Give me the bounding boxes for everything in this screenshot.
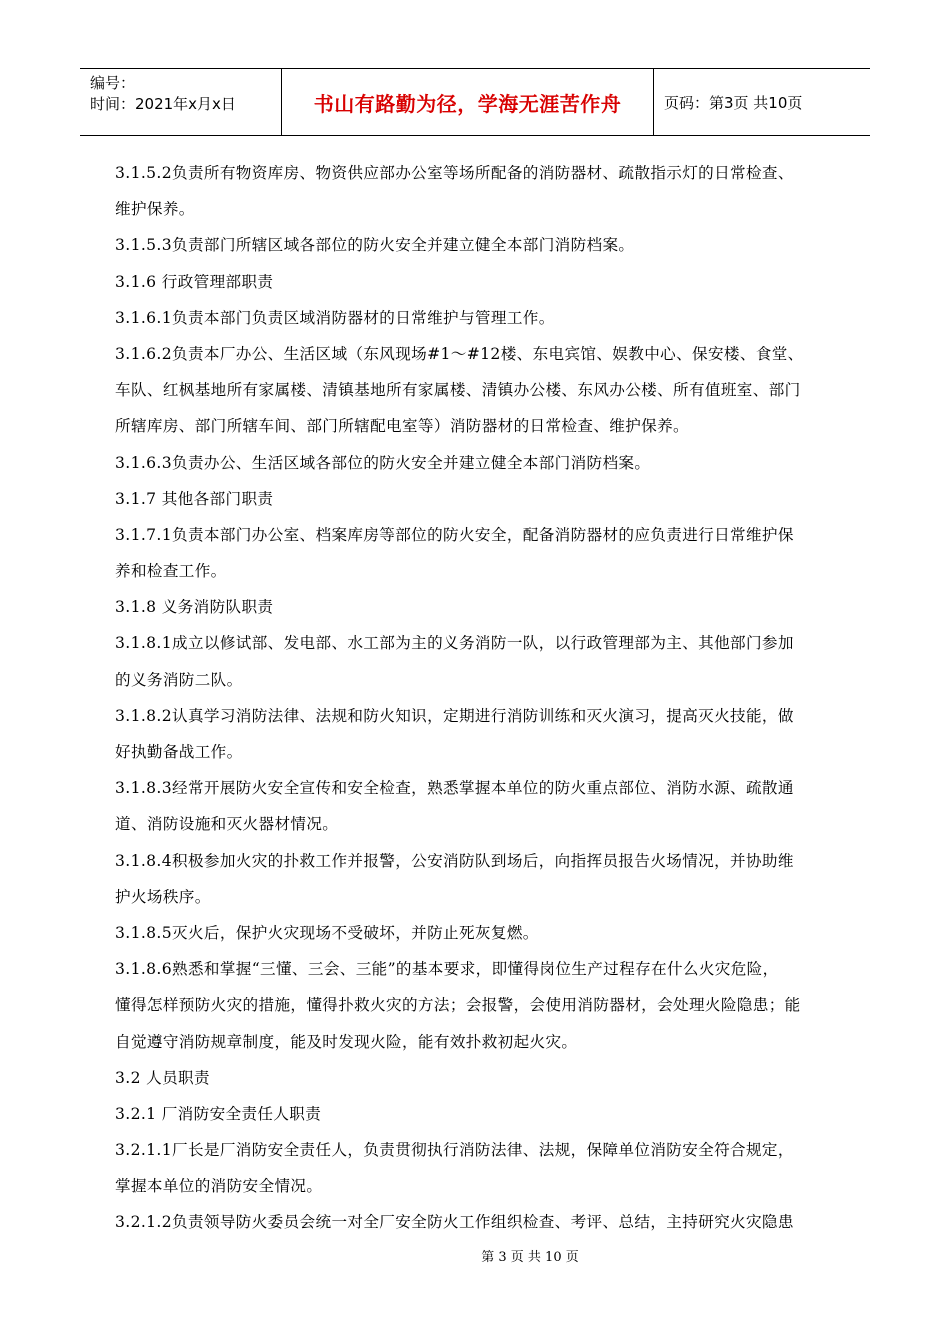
body-line: 自觉遵守消防规章制度，能及时发现火险，能有效扑救初起火灾。 bbox=[115, 1032, 578, 1051]
body-line: 3.1.5.2负责所有物资库房、物资供应部办公室等场所配备的消防器材、疏散指示灯的日常检查、 bbox=[115, 164, 794, 182]
body-line: 3.1.8.6熟悉和掌握“三懂、三会、三能”的基本要求，即懂得岗位生产过程存在什么火灾危险， bbox=[115, 960, 779, 979]
body-line: 3.1.6.3负责办公、生活区域各部位的防火安全并建立健全本部门消防档案。 bbox=[115, 453, 651, 472]
body-line: 3.1.8.4积极参加火灾的扑救工作并报警，公安消防队到场后，向指挥员报告火场情况，并协助维 bbox=[115, 851, 794, 870]
body-line: 的义务消防二队。 bbox=[115, 670, 243, 689]
body-line: 3.1.8.3经常开展防火安全宣传和安全检查，熟悉掌握本单位的防火重点部位、消防水源、疏散通 bbox=[115, 779, 794, 798]
body-line: 3.1.6.1负责本部门负责区域消防器材的日常维护与管理工作。 bbox=[115, 308, 555, 327]
document-number-label: 编号： bbox=[90, 74, 136, 92]
section-heading: 3.2 人员职责 bbox=[115, 1068, 210, 1087]
body-line: 3.1.8.5灭火后，保护火灾现场不受破坏，并防止死灰复燃。 bbox=[115, 923, 539, 942]
body-line: 3.1.5.3负责部门所辖区域各部位的防火安全并建立健全本部门消防档案。 bbox=[115, 236, 635, 255]
page-footer: 第 3 页 共 10 页 bbox=[481, 1250, 579, 1265]
header-meta bbox=[80, 69, 282, 135]
body-line: 3.2.1.1厂长是厂消防安全责任人，负责贯彻执行消防法律、法规，保障单位消防安全符合规定， bbox=[115, 1141, 794, 1160]
header-motto: 书山有路勤为径，学海无涯苦作舟 bbox=[282, 69, 654, 135]
section-heading: 3.2.1 厂消防安全责任人职责 bbox=[115, 1104, 322, 1123]
body-line: 护火场秩序。 bbox=[115, 887, 211, 906]
body-line: 3.1.7.1负责本部门办公室、档案库房等部位的防火安全，配备消防器材的应负责进行日常维护保 bbox=[115, 525, 794, 544]
body-line: 道、消防设施和灭火器材情况。 bbox=[115, 815, 339, 834]
document-time: 时间：2021年x月x日 bbox=[90, 95, 236, 113]
section-heading: 3.1.8 义务消防队职责 bbox=[115, 598, 274, 617]
body-line: 3.1.8.1成立以修试部、发电部、水工部为主的义务消防一队，以行政管理部为主、其他部门参加 bbox=[115, 634, 794, 653]
body-line: 车队、红枫基地所有家属楼、清镇基地所有家属楼、清镇办公楼、东风办公楼、所有值班室、部门 bbox=[115, 381, 801, 400]
body-line: 3.1.6.2负责本厂办公、生活区域（东风现场#1～#12楼、东电宾馆、娱教中心、保安楼、食堂、 bbox=[115, 344, 804, 363]
body-line: 3.1.8.2认真学习消防法律、法规和防火知识，定期进行消防训练和灭火演习，提高灭火技能，做 bbox=[115, 706, 794, 725]
section-heading: 3.1.7 其他各部门职责 bbox=[115, 489, 274, 508]
body-line: 懂得怎样预防火灾的措施，懂得扑救火灾的方法；会报警，会使用消防器材，会处理火险隐患；能 bbox=[115, 996, 801, 1015]
body-line: 3.2.1.2负责领导防火委员会统一对全厂安全防火工作组织检查、考评、总结，主持研究火灾隐患 bbox=[115, 1213, 794, 1232]
body-line: 掌握本单位的消防安全情况。 bbox=[115, 1177, 323, 1196]
document-header bbox=[80, 68, 870, 136]
section-heading: 3.1.6 行政管理部职责 bbox=[115, 272, 274, 291]
body-line: 养和检查工作。 bbox=[115, 562, 227, 581]
body-line: 所辖库房、部门所辖车间、部门所辖配电室等）消防器材的日常检查、维护保养。 bbox=[115, 417, 689, 436]
body-line: 好执勤备战工作。 bbox=[115, 743, 243, 761]
document-body bbox=[115, 155, 845, 1241]
header-page-info: 页码：第3页 共10页 bbox=[664, 93, 803, 112]
body-line: 维护保养。 bbox=[115, 200, 195, 219]
